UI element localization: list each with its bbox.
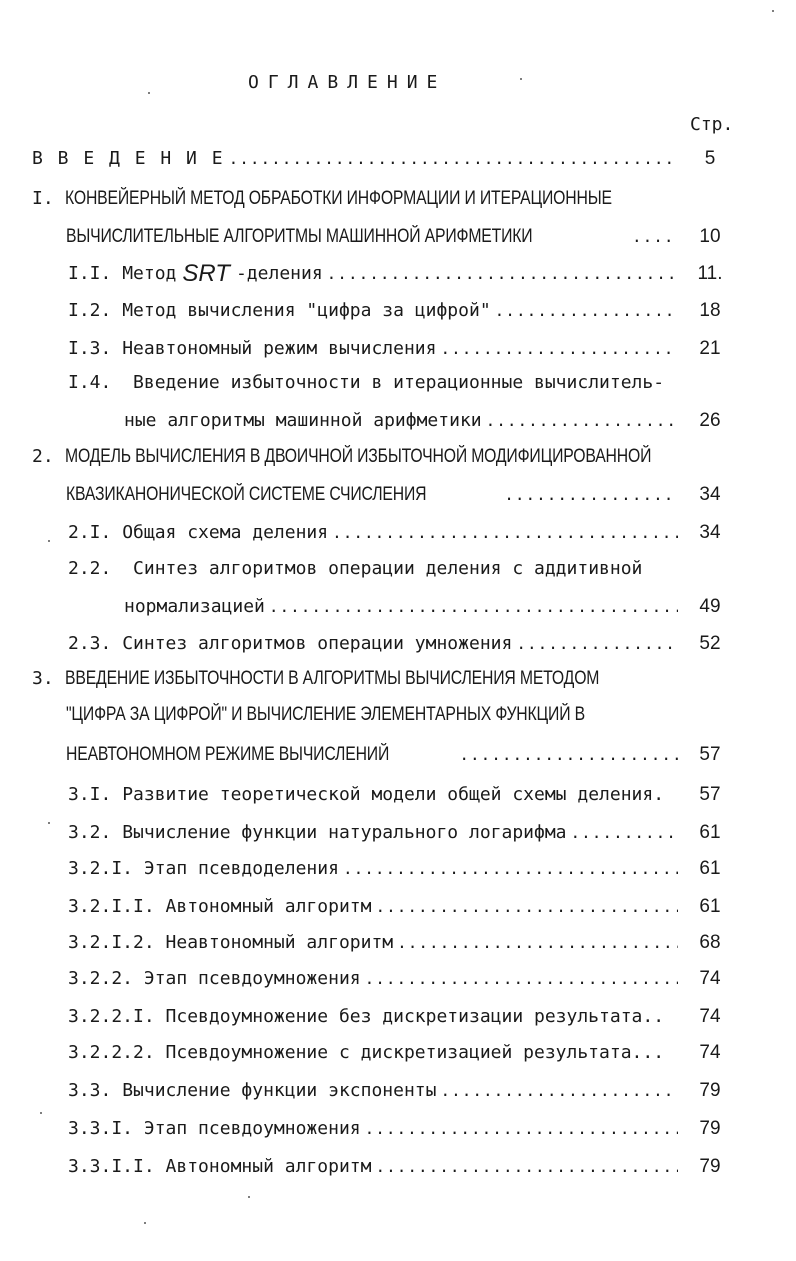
entry-page: 61 — [699, 858, 721, 879]
entry-number: 3.I. — [68, 784, 112, 805]
srt-label: SRT — [182, 260, 230, 287]
entry-text: Синтез алгоритмов операции деления с аддитивной — [133, 558, 643, 579]
entry-page: 10 — [699, 226, 721, 247]
toc-entry-3-2[interactable] — [68, 814, 721, 844]
entry-text-cont: нормализацией — [124, 596, 265, 617]
entry-number: I. — [32, 188, 54, 209]
entry-number: I.4. — [68, 372, 112, 393]
toc-entry-chapter-2-line1[interactable] — [32, 446, 771, 468]
entry-page: 79 — [699, 1080, 721, 1101]
entry-page: 57 — [699, 784, 721, 805]
dot-leader — [571, 822, 678, 844]
scan-speck — [48, 822, 50, 824]
toc-entry-3-2-2-1[interactable] — [68, 998, 721, 1028]
entry-text: МОДЕЛЬ ВЫЧИСЛЕНИЯ В ДВОИЧНОЙ ИЗБЫТОЧНОЙ МОДИФИЦИРОВАННОЙ — [64, 446, 651, 467]
scan-speck — [772, 10, 774, 12]
entry-page: 34 — [699, 522, 721, 543]
entry-page: 57 — [699, 744, 721, 765]
dot-leader — [332, 522, 678, 544]
entry-number: 3.2.2.I. — [68, 1006, 155, 1027]
entry-number: 3. — [32, 668, 54, 689]
entry-page: 79 — [699, 1156, 721, 1177]
toc-entry-3-2-2[interactable] — [68, 960, 721, 990]
dot-leader — [343, 858, 678, 880]
entry-text: Общая схема деления — [122, 522, 329, 543]
entry-text: Неавтономный режим вычисления — [122, 338, 437, 359]
toc-entry-2-2[interactable] — [124, 588, 721, 618]
scan-speck — [148, 92, 150, 94]
entry-text-cont: ные алгоритмы машинной арифметики — [124, 410, 482, 431]
entry-page: 74 — [699, 1006, 721, 1027]
toc-entry-1-4[interactable] — [124, 402, 721, 432]
toc-entry-2-2-line1[interactable] — [68, 558, 642, 580]
toc-entry-chapter-3-line1[interactable] — [32, 668, 708, 690]
toc-entry-introduction[interactable] — [32, 140, 716, 170]
entry-text: Метод вычисления "цифра за цифрой" — [122, 300, 491, 321]
dot-leader — [440, 338, 678, 360]
entry-text: Автономный алгоритм — [165, 1156, 372, 1177]
entry-number: 2.2. — [68, 558, 112, 579]
entry-page: 74 — [699, 968, 721, 989]
entry-text: Вычисление функции экспоненты — [122, 1080, 437, 1101]
entry-text: Автономный алгоритм — [165, 896, 372, 917]
dot-leader — [495, 300, 678, 322]
entry-text-suffix: -деления — [235, 263, 323, 284]
toc-entry-3-2-1-1[interactable] — [68, 888, 721, 918]
toc-entry-3-2-2-2[interactable] — [68, 1034, 721, 1064]
entry-text: Введение избыточности в итерационные вычислитель- — [133, 372, 665, 393]
entry-page: 68 — [699, 932, 721, 953]
entry-number: 3.3.I. — [68, 1118, 134, 1139]
toc-entry-chapter-3-line2[interactable] — [66, 704, 691, 726]
entry-text-cont: ВЫЧИСЛИТЕЛЬНЫЕ АЛГОРИТМЫ МАШИННОЙ АРИФМЕТИКИ — [66, 226, 533, 247]
dot-leader — [229, 148, 678, 170]
toc-entry-1-3[interactable] — [68, 330, 721, 360]
dot-leader — [504, 484, 678, 506]
entry-number: 3.2. — [68, 822, 112, 843]
dot-leader — [397, 932, 678, 954]
entry-text: Синтез алгоритмов операции умножения — [122, 633, 513, 654]
entry-page: 61 — [699, 822, 721, 843]
dot-leader — [516, 633, 678, 655]
entry-number: 2. — [32, 446, 54, 467]
toc-entry-chapter-2[interactable] — [66, 476, 721, 506]
scan-speck — [520, 78, 522, 80]
toc-entry-chapter-1-line1[interactable] — [32, 188, 723, 210]
entry-text: Вычисление функции натурального логарифма — [122, 822, 567, 843]
dot-leader — [365, 1118, 678, 1140]
dot-leader — [459, 744, 678, 766]
entry-text: КОНВЕЙЕРНЫЙ МЕТОД ОБРАБОТКИ ИНФОРМАЦИИ И ИТЕРАЦИОННЫЕ — [64, 188, 612, 209]
entry-number: 2.3. — [68, 633, 112, 654]
toc-entry-3-2-1-2[interactable] — [68, 924, 721, 954]
toc-entry-3-3-1-1[interactable] — [68, 1148, 721, 1178]
entry-number: 3.2.I.I. — [68, 896, 155, 917]
dot-leader — [327, 263, 678, 285]
entry-page: 21 — [699, 338, 721, 359]
scan-speck — [40, 1112, 42, 1114]
scan-speck — [248, 1196, 250, 1198]
entry-number: 3.2.2.2. — [68, 1042, 155, 1063]
entry-number: I.I. — [68, 263, 112, 284]
toc-entry-chapter-3[interactable] — [66, 736, 721, 766]
entry-page: 61 — [699, 896, 721, 917]
entry-text: В В Е Д Е Н И Е — [32, 148, 225, 169]
entry-page: 52 — [699, 633, 721, 654]
dot-leader — [365, 968, 678, 990]
entry-number: I.2. — [68, 300, 112, 321]
entry-page: 5 — [704, 148, 716, 169]
toc-entry-3-3-1[interactable] — [68, 1110, 721, 1140]
scan-speck — [48, 540, 50, 542]
dot-leader — [375, 896, 678, 918]
entry-number: 3.2.I.2. — [68, 932, 155, 953]
entry-number: 3.2.2. — [68, 968, 134, 989]
toc-entry-2-3[interactable] — [68, 625, 721, 655]
entry-text-cont: "ЦИФРА ЗА ЦИФРОЙ" И ВЫЧИСЛЕНИЕ ЭЛЕМЕНТАРНЫХ ФУНКЦИЙ В — [66, 704, 585, 725]
dot-leader — [440, 1080, 678, 1102]
toc-entry-1-1[interactable] — [68, 255, 723, 287]
entry-text: Неавтономный алгоритм — [165, 932, 394, 953]
dot-leader — [269, 596, 678, 618]
dot-leader — [486, 410, 678, 432]
entry-text-cont2: НЕАВТОНОМНОМ РЕЖИМЕ ВЫЧИСЛЕНИЙ — [66, 744, 390, 765]
entry-text: Псевдоумножение без дискретизации результата.. — [165, 1006, 665, 1027]
toc-entry-chapter-1[interactable] — [66, 218, 721, 248]
toc-entry-2-1[interactable] — [68, 514, 721, 544]
toc-entry-1-4-line1[interactable] — [68, 372, 664, 394]
entry-text: Этап псевдоумножения — [143, 968, 361, 989]
entry-number: 2.I. — [68, 522, 112, 543]
dot-leader — [632, 226, 678, 248]
entry-page: 26 — [699, 410, 721, 431]
entry-text-cont: КВАЗИКАНОНИЧЕСКОЙ СИСТЕМЕ СЧИСЛЕНИЯ — [66, 484, 427, 505]
toc-entry-3-1[interactable] — [68, 776, 721, 806]
scan-speck — [144, 1222, 146, 1224]
toc-entry-3-2-1[interactable] — [68, 850, 721, 880]
entry-page: 79 — [699, 1118, 721, 1139]
entry-text: Этап псевдоделения — [143, 858, 339, 879]
toc-entry-3-3[interactable] — [68, 1072, 721, 1102]
entry-number: 3.3.I.I. — [68, 1156, 155, 1177]
entry-number: I.3. — [68, 338, 112, 359]
entry-page: 18 — [699, 300, 721, 321]
entry-text: Этап псевдоумножения — [143, 1118, 361, 1139]
entry-number: 3.3. — [68, 1080, 112, 1101]
entry-page: 34 — [699, 484, 721, 505]
entry-page: 49 — [699, 596, 721, 617]
page-title: ОГЛАВЛЕНИЕ — [248, 72, 447, 93]
entry-page: 74 — [699, 1042, 721, 1063]
toc-entry-1-2[interactable] — [68, 292, 721, 322]
entry-number: 3.2.I. — [68, 858, 134, 879]
entry-text: ВВЕДЕНИЕ ИЗБЫТОЧНОСТИ В АЛГОРИТМЫ ВЫЧИСЛЕНИЯ МЕТОДОМ — [64, 668, 599, 689]
entry-text: Псевдоумножение с дискретизацией результата... — [165, 1042, 665, 1063]
dot-leader — [375, 1156, 678, 1178]
entry-text: Метод — [122, 263, 177, 284]
page-column-label: Стр. — [690, 114, 734, 135]
entry-text: Развитие теоретической модели общей схемы деления. — [122, 784, 665, 805]
entry-page: 11. — [697, 263, 723, 284]
